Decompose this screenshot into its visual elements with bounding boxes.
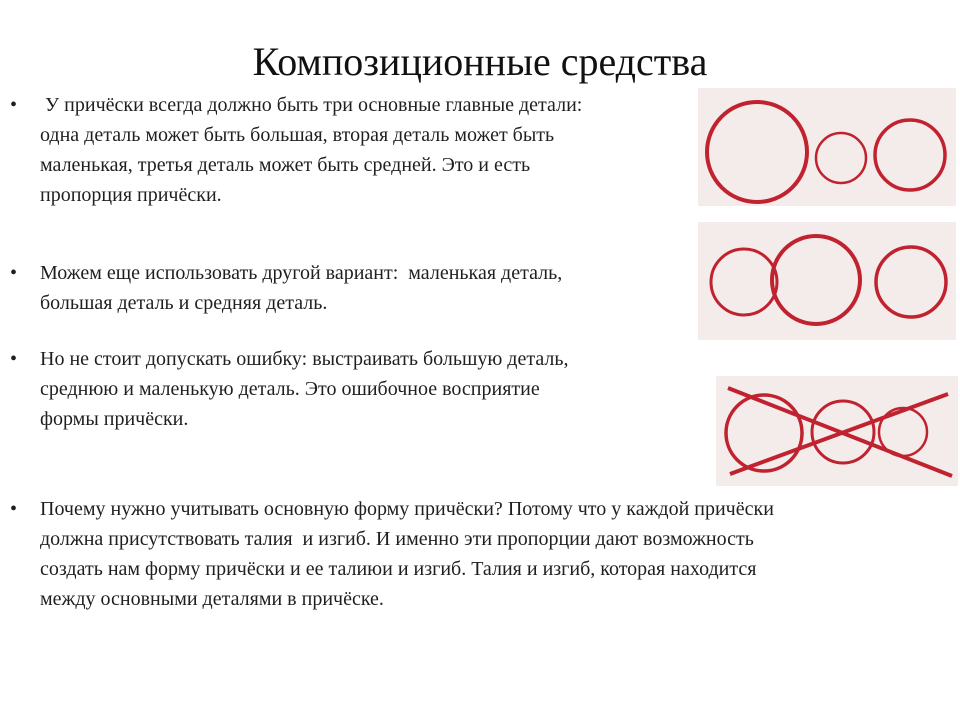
slide-title: Композиционные средства (252, 39, 708, 84)
bullet-marker: • (10, 348, 18, 370)
proportion-figure-large-small-medium (698, 88, 956, 206)
bullet-1-line-4: пропорция причёски. (40, 184, 222, 206)
bullet-4 (10, 494, 940, 614)
bullet-1-line-3: маленькая, третья деталь может быть средней. Это и есть (40, 154, 531, 176)
bullet-2-line-1: Можем еще использовать другой вариант: маленькая деталь, (40, 262, 563, 284)
bullet-2-line-2: большая деталь и средняя деталь. (40, 292, 328, 314)
bullet-marker: • (10, 262, 18, 284)
proportion-figure-incorrect-crossed (716, 376, 958, 486)
bullet-1 (10, 90, 710, 210)
bullet-4-line-1: Почему нужно учитывать основную форму причёски? Потому что у каждой причёски (40, 498, 774, 520)
bullet-2 (10, 258, 690, 318)
bullet-1-line-1: У причёски всегда должно быть три основные главные детали: (40, 94, 583, 116)
bullet-4-line-4: между основными деталями в причёске. (40, 588, 384, 610)
bullet-3-line-1: Но не стоит допускать ошибку: выстраивать большую деталь, (40, 348, 569, 370)
bullet-marker: • (10, 498, 18, 520)
bullet-4-line-2: должна присутствовать талия и изгиб. И именно эти пропорции дают возможность (40, 528, 754, 550)
bullet-3 (10, 344, 700, 434)
bullet-marker: • (10, 94, 18, 116)
bullet-3-line-3: формы причёски. (40, 408, 189, 430)
bullet-3-line-2: среднюю и маленькую деталь. Это ошибочное восприятие (40, 378, 540, 400)
bullet-4-line-3: создать нам форму причёски и ее талиюи и изгиб. Талия и изгиб, которая находится (40, 558, 757, 580)
proportion-figure-small-large-medium (698, 222, 956, 340)
bullet-1-line-2: одна деталь может быть большая, вторая деталь может быть (40, 124, 555, 146)
